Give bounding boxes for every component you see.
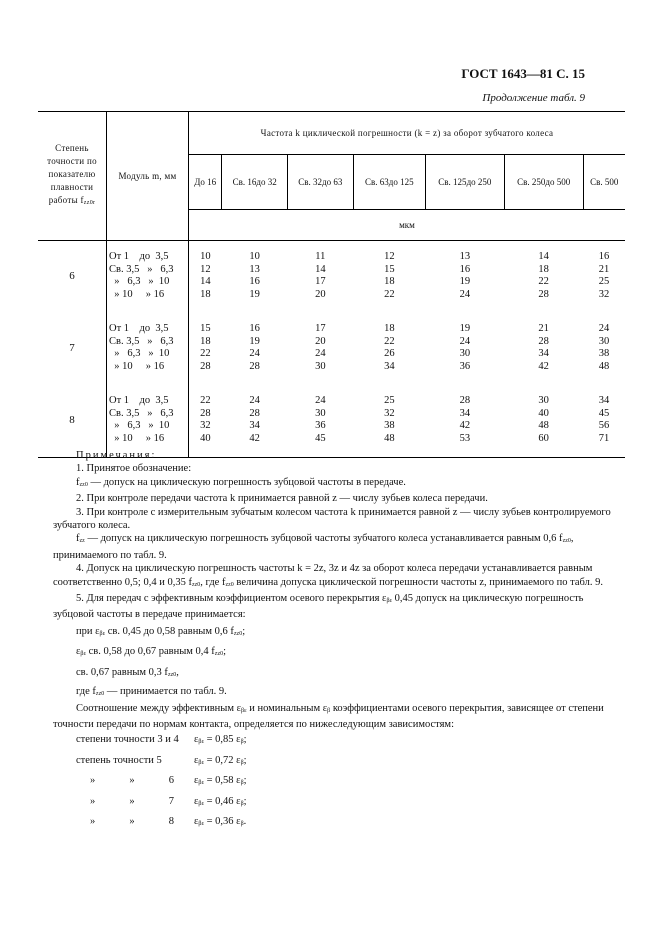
note-1a: fzz0 — допуск на циклическую погрешность зубцовой частоты в передаче. [76,476,406,488]
value-cell: 15 18 22 28 [200,323,211,372]
degree-cell: 6 [69,269,75,282]
value-cell: 11 14 17 20 [315,251,326,300]
degree-cell: 8 [38,385,107,458]
module-column-header: Модуль m, мм [107,112,189,241]
note-5-case-2: εβε св. 0,58 до 0,67 равным 0,4 fzz0; [76,646,227,658]
notes-title: Примечания: [76,450,157,461]
value-cell: 21 28 34 42 [538,323,549,372]
note-3a: fzz — допуск на циклическую погрешность зубцовой частоты зубчатого колеса устанавливается равным 0,6 fzz0, принимаемого по табл. 9. [53,533,574,561]
range-header: Св. 250до 500 [504,155,583,210]
value-cell: 12 15 18 22 [384,251,395,300]
value-cell: 22 28 32 40 [189,385,222,458]
table-continuation: Продолжение табл. 9 [482,92,585,104]
relation-text: Соотношение между эффективным εβε и номинальным εβ коэффициентами осевого перекрытия, зависящее от степени точности передачи по нормам контакта, определяется по нижеследующим зависимостям: [53,702,604,730]
value-cell: 24 30 36 45 [288,385,354,458]
note-5-case-1: при εβε св. 0,45 до 0,58 равным 0,6 fzz0; [76,625,246,637]
range-header: До 16 [189,155,222,210]
note-3: 3. При контроле с измерительным зубчатым колесом частота k принимается равной z — числу зубьев контролируемого зубчатого колеса. [53,506,611,532]
table-body [38,241,625,458]
range-header: Св. 500 [583,155,625,210]
note-5-case-4: где fzz0 — принимается по табл. 9. [76,686,227,698]
formula-row: » » 6 εβε = 0,58 εβ; [90,775,247,787]
formula-row: » » 7 εβε = 0,46 εβ; [90,795,247,807]
tolerance-table [38,111,625,458]
module-cell: От 1 до 3,5 Св. 3,5 » 6,3 » 6,3 » 10 » 10 » 16 [107,241,189,314]
formula-row: степень точности 5 εβε = 0,72 εβ; [76,754,247,766]
formula-row: степени точности 3 и 4 εβε = 0,85 εβ; [76,734,247,746]
range-header: Св. 16до 32 [222,155,288,210]
range-header: Св. 32до 63 [288,155,354,210]
note-5-case-3: св. 0,67 равным 0,3 fzz0, [76,666,179,678]
value-cell: 16 19 24 28 [249,323,260,372]
note-5: 5. Для передач с эффективным коэффициентом осевого перекрытия εβε 0,45 допуск на циклическую погрешность зубцовой частоты в передаче принимается: [53,593,584,621]
value-cell: 25 32 38 48 [353,385,425,458]
module-cell: От 1 до 3,5 Св. 3,5 » 6,3 » 6,3 » 10 » 10 » 16 [107,313,189,385]
range-header: Св. 125до 250 [425,155,504,210]
table-row [38,313,625,385]
degree-cell: 7 [69,341,75,354]
value-cell: 28 34 42 53 [425,385,504,458]
degree-column-header: Степень точности по показателю плавности работы fzz0r [38,112,107,241]
frequency-header: Частота k циклической погрешности (k = z) за оборот зубчатого колеса [189,112,626,155]
value-cell: 24 30 38 48 [598,323,610,372]
value-cell: 17 20 24 30 [315,323,326,372]
table-row [38,385,625,458]
formula-row: » » 8 εβε = 0,36 εβ. [90,815,247,827]
value-cell: 10 13 16 19 [249,251,260,300]
value-cell: 16 21 25 32 [598,251,610,300]
page-header: ГОСТ 1643—81 С. 15 [461,66,585,81]
module-cell: От 1 до 3,5 Св. 3,5 » 6,3 » 6,3 » 10 » 10 » 16 [107,385,189,458]
value-cell: 10 12 14 18 [200,251,211,300]
value-cell: 18 22 26 34 [384,323,395,372]
table-row [38,241,625,314]
value-cell: 34 45 56 71 [583,385,625,458]
notes [53,449,626,831]
value-cell: 19 24 30 36 [459,323,471,372]
value-cell: 13 16 19 24 [459,251,471,300]
value-cell: 14 18 22 28 [538,251,549,300]
note-2: 2. При контроле передачи частота k принимается равной z — числу зубьев колеса передачи. [76,493,488,505]
note-1: 1. Принятое обозначение: [76,463,192,475]
unit-header: мкм [189,210,626,241]
note-4: 4. Допуск на циклическую погрешность частоты k = 2z, 3z и 4z за оборот колеса передачи устанавливается равным соответственно 0,5; 0,4 и 0,35 fzz0, где fzz0 величина допуска циклической погрешности частоты z, принимаемого по табл. 9. [53,563,604,588]
range-header: Св. 63до 125 [353,155,425,210]
value-cell: 24 28 34 42 [222,385,288,458]
value-cell: 30 40 48 60 [504,385,583,458]
